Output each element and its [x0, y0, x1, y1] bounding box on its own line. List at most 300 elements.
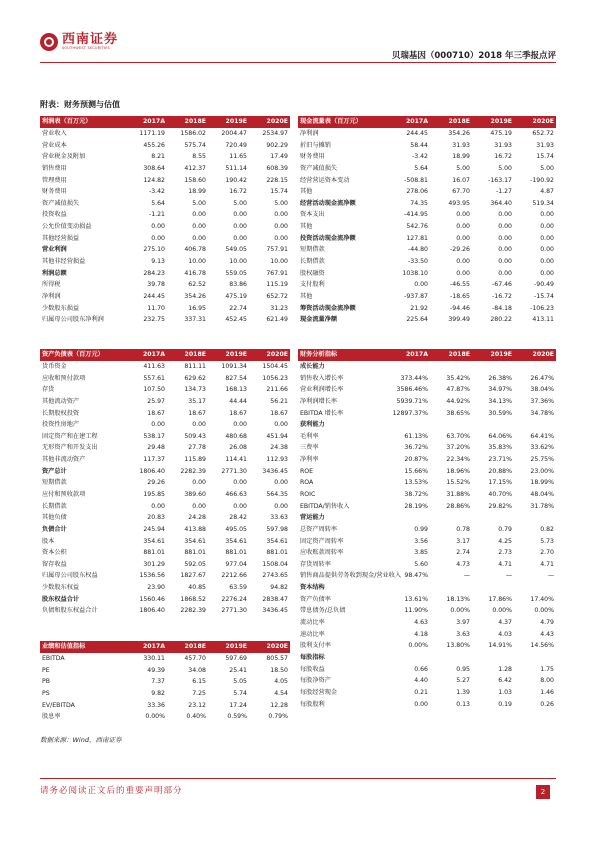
value-cell: 0.00 — [456, 258, 470, 265]
table-row — [40, 244, 290, 256]
value-cell: 413.11 — [532, 316, 554, 324]
row-label: 应收账款周转率 — [300, 549, 344, 557]
value-cell: 29.48 — [147, 444, 165, 452]
table-row — [298, 500, 556, 512]
value-cell: 354.61 — [143, 537, 165, 545]
value-cell: 56.21 — [270, 397, 288, 405]
row-label: 无形资产和开发支出 — [42, 444, 98, 452]
value-cell: 61.13% — [404, 432, 428, 440]
table-row — [298, 151, 556, 163]
value-cell: 115.19 — [266, 281, 288, 289]
value-cell: 1536.56 — [139, 572, 165, 580]
value-cell: 22.34% — [446, 456, 470, 464]
value-cell: 902.29 — [266, 141, 288, 149]
row-label: PS — [42, 689, 50, 697]
table-row — [40, 372, 290, 384]
table-row — [298, 535, 556, 547]
value-cell: 413.88 — [184, 525, 206, 533]
value-cell: -1.27 — [495, 188, 512, 196]
row-label: 每股股利 — [300, 700, 325, 708]
table-row — [298, 489, 556, 501]
value-cell: 2.70 — [540, 549, 554, 557]
value-cell — [388, 419, 430, 431]
row-label: 其他非经营损益 — [42, 258, 86, 265]
value-cell — [514, 361, 556, 373]
table-row — [40, 711, 290, 723]
table-row — [298, 663, 556, 675]
table-row — [40, 232, 290, 244]
row-label: 营业成本 — [42, 141, 67, 149]
value-cell: 0.00 — [540, 234, 554, 242]
value-cell: 0.00 — [414, 281, 428, 289]
value-cell: 652.72 — [266, 292, 288, 300]
value-cell: 5.64 — [151, 199, 165, 207]
value-cell: 5.05 — [233, 678, 247, 686]
value-cell: 26.08 — [229, 444, 247, 452]
row-label: 速动比率 — [300, 630, 325, 638]
table-row — [298, 675, 556, 687]
row-label: 投资性房地产 — [42, 421, 80, 429]
table-row — [298, 384, 556, 396]
value-cell: 2004.47 — [221, 129, 247, 137]
value-cell: 0.00 — [151, 223, 165, 231]
table-row — [298, 547, 556, 559]
section-title: 附表：财务预测与估值 — [40, 100, 120, 109]
value-cell: 597.98 — [266, 525, 288, 533]
value-cell: 5.64 — [414, 164, 428, 172]
value-cell: 3.97 — [456, 619, 470, 627]
table-title-cell: 业绩和估值指标 — [40, 641, 126, 653]
value-cell: 23.90 — [147, 584, 165, 592]
value-cell: 827.54 — [225, 374, 247, 382]
table-row — [298, 267, 556, 279]
value-cell: 63.59 — [229, 584, 247, 592]
value-cell — [514, 652, 556, 664]
year-header-cell: 2020E — [514, 349, 556, 361]
table-row — [40, 163, 290, 175]
value-cell: 64.06% — [488, 432, 512, 440]
table-row — [298, 291, 556, 303]
value-cell: -18.65 — [450, 292, 470, 300]
value-cell: 18.50 — [270, 666, 288, 674]
value-cell: 0.00 — [192, 223, 206, 231]
table-row — [298, 559, 556, 571]
value-cell: 47.87% — [446, 386, 470, 394]
value-cell: 1.39 — [456, 688, 470, 696]
value-cell: 399.49 — [448, 316, 470, 324]
row-label: 管理费用 — [42, 176, 67, 184]
row-label: 资本结构 — [300, 584, 325, 592]
row-label: 支付股利 — [300, 281, 325, 289]
value-cell: 17.86% — [488, 595, 512, 603]
value-cell: 5939.71% — [396, 397, 428, 405]
table-row — [298, 139, 556, 151]
value-cell: 0.00 — [151, 502, 165, 510]
row-label: 现金流量净额 — [300, 316, 338, 324]
value-cell: 5.00 — [233, 199, 247, 207]
table-row — [40, 314, 290, 326]
row-label: 其他 — [300, 188, 313, 196]
table-row — [298, 524, 556, 536]
value-cell: 0.00 — [192, 421, 206, 429]
value-cell: 881.01 — [225, 549, 247, 557]
logo-name-en: SOUTHWEST SECURITIES — [62, 46, 110, 50]
value-cell: 34.13% — [488, 397, 512, 405]
value-cell: 5.00 — [456, 164, 470, 172]
value-cell: 4.54 — [274, 689, 288, 697]
table-row — [298, 652, 556, 664]
value-cell: 35.17 — [188, 397, 206, 405]
value-cell: 0.99 — [414, 525, 428, 533]
row-label: 资产减值损失 — [42, 199, 80, 207]
value-cell: 2.74 — [456, 549, 470, 557]
value-cell: 158.60 — [184, 176, 206, 184]
row-label: PE — [42, 666, 50, 674]
value-cell: 542.76 — [406, 223, 428, 231]
value-cell — [472, 361, 514, 373]
table-row — [298, 232, 556, 244]
row-label: 股息率 — [42, 713, 61, 721]
table-row — [298, 244, 556, 256]
value-cell: 17.49 — [270, 153, 288, 161]
value-cell: 0.00 — [274, 234, 288, 242]
value-cell: 575.74 — [184, 141, 206, 149]
table-row — [40, 256, 290, 268]
value-cell: 39.78 — [147, 281, 165, 289]
value-cell: 538.17 — [143, 432, 165, 440]
value-cell: 1508.04 — [262, 560, 288, 568]
value-cell: 31.93 — [536, 141, 554, 149]
value-cell: 74.35 — [410, 199, 428, 207]
value-cell: 457.70 — [184, 654, 206, 662]
row-label: 股权融资 — [300, 269, 325, 277]
value-cell: 33.36 — [147, 701, 165, 709]
table-row — [298, 209, 556, 221]
value-cell: 0.21 — [414, 688, 428, 696]
value-cell: 112.93 — [266, 456, 288, 464]
value-cell: 5.00 — [498, 164, 512, 172]
value-cell: 117.37 — [143, 456, 165, 464]
value-cell: 337.31 — [184, 316, 206, 324]
value-cell: 18.99% — [530, 479, 554, 487]
value-cell: 511.14 — [225, 164, 247, 172]
row-label: 资产负债率 — [300, 595, 331, 603]
value-cell: 5.27 — [456, 677, 470, 685]
value-cell: 557.61 — [143, 374, 165, 382]
valuation-table — [40, 641, 290, 722]
value-cell: 124.82 — [143, 176, 165, 184]
value-cell: 2282.39 — [180, 467, 206, 475]
row-label: 每股指标 — [300, 653, 325, 661]
value-cell: 31.93 — [494, 141, 512, 149]
value-cell: 34.08 — [188, 666, 206, 674]
value-cell: 301.29 — [143, 560, 165, 568]
row-label: ROA — [300, 479, 314, 487]
value-cell: 33.62% — [530, 444, 554, 452]
row-label: 三费率 — [300, 444, 319, 452]
value-cell: 0.79 — [498, 525, 512, 533]
value-cell: 0.00% — [450, 607, 470, 615]
balance-sheet-table — [40, 349, 290, 617]
value-cell: — — [547, 572, 554, 580]
value-cell: -44.80 — [408, 246, 428, 254]
table-row — [298, 698, 556, 710]
value-cell: 11.65 — [229, 153, 247, 161]
table-row — [40, 407, 290, 419]
value-cell: 17.40% — [530, 595, 554, 603]
row-label: 投资收益 — [42, 211, 67, 219]
value-cell: 0.00 — [498, 246, 512, 254]
row-label: 其他非流动资产 — [42, 456, 86, 464]
value-cell: 17.24 — [229, 701, 247, 709]
value-cell: 564.35 — [266, 491, 288, 498]
value-cell: 29.26 — [147, 479, 165, 487]
table-row — [40, 442, 290, 454]
value-cell: 1091.34 — [221, 362, 247, 370]
table-row — [40, 489, 290, 501]
value-cell: -67.46 — [492, 281, 512, 289]
value-cell: 1806.40 — [139, 467, 165, 475]
table-row — [40, 605, 290, 617]
value-cell: 0.00% — [408, 642, 428, 650]
value-cell: 0.00 — [233, 223, 247, 231]
row-label: 营运能力 — [300, 514, 325, 522]
value-cell: 8.55 — [192, 153, 206, 161]
value-cell: 4.40 — [414, 677, 428, 685]
table-header-row — [40, 641, 290, 653]
value-cell: 7.25 — [192, 689, 206, 697]
value-cell: 0.00 — [540, 246, 554, 254]
value-cell: 0.13 — [456, 700, 470, 708]
value-cell: 1868.52 — [180, 595, 206, 603]
value-cell — [430, 652, 472, 664]
row-label: ROE — [300, 467, 314, 475]
row-label: 获利能力 — [300, 421, 325, 429]
value-cell — [514, 419, 556, 431]
value-cell: 8.00 — [540, 677, 554, 685]
value-cell: 1.28 — [498, 665, 512, 673]
row-label: 归属母公司股东净利润 — [42, 316, 104, 324]
financial-ratios-table — [298, 349, 556, 710]
table-row — [298, 512, 556, 524]
value-cell: 28.19% — [404, 502, 428, 510]
header-divider — [40, 62, 556, 63]
value-cell: 805.57 — [266, 654, 288, 662]
value-cell: 1056.23 — [262, 374, 288, 382]
row-label: 资本公积 — [42, 549, 67, 557]
value-cell: 0.00 — [456, 269, 470, 277]
value-cell: 38.65% — [446, 409, 470, 417]
row-label: EBITDA 增长率 — [300, 409, 344, 417]
row-label: 股东权益合计 — [42, 595, 80, 603]
value-cell: 4.71 — [498, 560, 512, 568]
value-cell: -90.49 — [534, 281, 554, 289]
value-cell: 31.78% — [530, 502, 554, 510]
value-cell: -937.87 — [404, 292, 428, 300]
value-cell: 2282.39 — [180, 607, 206, 615]
value-cell: 6.15 — [192, 678, 206, 686]
value-cell: 26.38% — [488, 374, 512, 382]
value-cell: 881.01 — [266, 549, 288, 557]
row-label: EV/EBITDA — [42, 701, 75, 709]
value-cell: 5.00 — [274, 199, 288, 207]
row-label: 少数股东权益 — [42, 584, 80, 592]
table-row — [298, 477, 556, 489]
value-cell: 1.03 — [498, 688, 512, 696]
value-cell: 5.00 — [540, 164, 554, 172]
value-cell: 23.00% — [530, 467, 554, 475]
value-cell: 9.13 — [151, 258, 165, 265]
value-cell: 5.00 — [192, 199, 206, 207]
value-cell: 480.68 — [225, 432, 247, 440]
value-cell: 0.00 — [192, 234, 206, 242]
value-cell: 14.56% — [530, 642, 554, 650]
table-row — [298, 302, 556, 314]
table-row — [40, 664, 290, 676]
value-cell: 38.04% — [530, 386, 554, 394]
value-cell: 373.44% — [400, 374, 428, 382]
value-cell: 22.74 — [229, 304, 247, 312]
value-cell: 629.62 — [184, 374, 206, 382]
value-cell: 495.05 — [225, 525, 247, 533]
value-cell: 475.19 — [225, 292, 247, 300]
value-cell: 10.00 — [229, 258, 247, 265]
value-cell: 0.00 — [151, 421, 165, 429]
value-cell: 275.10 — [143, 246, 165, 254]
table-row — [298, 593, 556, 605]
row-label: 每股收益 — [300, 665, 325, 673]
value-cell: 37.20% — [446, 444, 470, 452]
table-row — [298, 628, 556, 640]
value-cell: 0.00 — [192, 211, 206, 219]
value-cell: -33.50 — [408, 258, 428, 265]
income-statement-table — [40, 116, 290, 326]
row-label: 货币资金 — [42, 362, 67, 370]
table-title-cell: 资产负债表（百万元） — [40, 349, 126, 361]
value-cell: 278.06 — [406, 188, 428, 196]
value-cell: 38.72% — [404, 491, 428, 498]
value-cell: 4.79 — [540, 619, 554, 627]
value-cell: 17.15% — [488, 479, 512, 487]
table-row — [40, 128, 290, 140]
row-label: 每股经营现金 — [300, 688, 338, 696]
value-cell: 280.22 — [490, 316, 512, 324]
row-label: 营业收入 — [42, 129, 67, 137]
value-cell: 597.69 — [225, 654, 247, 662]
row-label: 净利润 — [300, 129, 319, 137]
year-header-cell: 2017A — [388, 349, 430, 361]
table-row — [40, 570, 290, 582]
table-row — [40, 465, 290, 477]
row-label: 其他流动资产 — [42, 397, 80, 405]
value-cell: 0.66 — [414, 665, 428, 673]
value-cell: 0.00 — [498, 211, 512, 219]
row-label: 经营营运资本变动 — [300, 176, 350, 184]
value-cell: 35.83% — [488, 444, 512, 452]
value-cell: 211.66 — [266, 386, 288, 394]
value-cell: 0.00 — [498, 258, 512, 265]
value-cell: 559.05 — [225, 269, 247, 277]
year-header-cell: 2019E — [208, 349, 249, 361]
row-label: 每股净资产 — [300, 677, 331, 685]
value-cell: 190.42 — [225, 176, 247, 184]
value-cell: -414.95 — [404, 211, 428, 219]
value-cell: 0.26 — [540, 700, 554, 708]
year-header-cell: 2017A — [126, 641, 167, 653]
value-cell: 3436.45 — [262, 607, 288, 615]
row-label: 成长能力 — [300, 362, 325, 370]
row-label: 留存收益 — [42, 560, 67, 568]
value-cell: 21.92 — [410, 304, 428, 312]
value-cell: 44.44 — [229, 397, 247, 405]
table-row — [40, 291, 290, 303]
row-label: 净利润增长率 — [300, 397, 338, 405]
value-cell: 0.95 — [456, 665, 470, 673]
row-label: 净利润 — [42, 292, 61, 300]
value-cell: 0.78 — [456, 525, 470, 533]
value-cell: 3.56 — [414, 537, 428, 545]
row-label: 带息债务/总负债 — [300, 607, 346, 615]
row-label: 存货 — [42, 386, 55, 394]
value-cell: 1.75 — [540, 665, 554, 673]
table-row — [298, 407, 556, 419]
row-label: 股本 — [42, 537, 55, 545]
value-cell — [388, 652, 430, 664]
value-cell: 0.59% — [227, 713, 247, 721]
table-header-row — [298, 116, 556, 128]
value-cell: -1.21 — [148, 211, 165, 219]
table-row — [40, 477, 290, 489]
value-cell: -508.81 — [404, 176, 428, 184]
table-row — [40, 535, 290, 547]
value-cell: 18.99 — [188, 188, 206, 196]
value-cell: 26.47% — [530, 374, 554, 382]
table-row — [40, 209, 290, 221]
value-cell: 2838.47 — [262, 595, 288, 603]
value-cell: 0.00 — [456, 223, 470, 231]
value-cell: 652.72 — [532, 129, 554, 137]
value-cell: 3.85 — [414, 549, 428, 557]
company-logo — [40, 33, 118, 51]
value-cell: 0.00 — [498, 269, 512, 277]
value-cell — [472, 582, 514, 594]
year-header-cell: 2019E — [208, 116, 249, 128]
value-cell — [388, 582, 430, 594]
row-label: 销售费用 — [42, 164, 67, 172]
value-cell: 232.75 — [143, 316, 165, 324]
value-cell: 0.00 — [233, 479, 247, 487]
row-label: 存货周转率 — [300, 560, 331, 568]
table-row — [298, 163, 556, 175]
row-label: PB — [42, 678, 50, 686]
value-cell: 1038.10 — [402, 269, 428, 277]
value-cell: -94.46 — [450, 304, 470, 312]
value-cell: 36.72% — [404, 444, 428, 452]
row-label: 其他负债 — [42, 514, 67, 522]
value-cell: 451.94 — [266, 432, 288, 440]
value-cell: 0.00 — [274, 502, 288, 510]
value-cell: 49.39 — [147, 666, 165, 674]
row-label: 其他 — [300, 292, 313, 300]
footer-divider — [40, 778, 556, 779]
row-label: 筹资活动现金流净额 — [300, 304, 356, 312]
row-label: 财务费用 — [42, 188, 67, 196]
value-cell: 30.59% — [488, 409, 512, 417]
value-cell: 18.67 — [147, 409, 165, 417]
row-label: 负债和股东权益合计 — [42, 607, 98, 615]
row-label: 总资产周转率 — [300, 525, 338, 533]
value-cell: 0.00 — [540, 223, 554, 231]
